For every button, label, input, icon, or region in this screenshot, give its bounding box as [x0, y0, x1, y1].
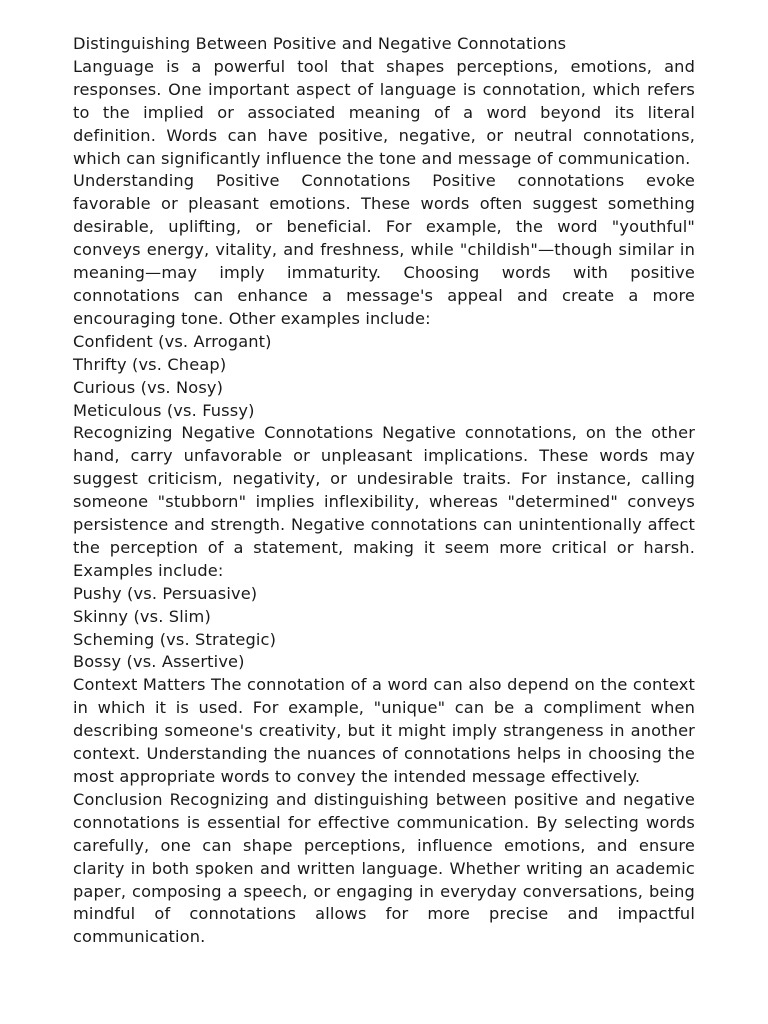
context-matters-paragraph: Context Matters The connotation of a word can also depend on the context in which it is used. For example, "unique" can be a compliment when describing someone's creativity, but it might imply strangeness in another context. Understanding the nuances of connotations helps in choosing the most appropriate words to convey the intended message effectively. [73, 675, 695, 786]
negative-example-item: Bossy (vs. Assertive) [73, 652, 245, 672]
positive-example-item: Meticulous (vs. Fussy) [73, 400, 255, 420]
negative-connotations-paragraph: Recognizing Negative Connotations Negative connotations, on the other hand, carry unfavorable or unpleasant implications. These words may suggest criticism, negativity, or undesirable traits. For instance, calling someone "stubborn" implies inflexibility, whereas "determined" conveys persistence and strength. Negative connotations can unintentionally affect the perception of a statement, making it seem more critical or harsh. Examples include: [73, 423, 695, 580]
positive-example-item: Confident (vs. Arrogant) [73, 331, 272, 351]
negative-example-item: Pushy (vs. Persuasive) [73, 583, 258, 603]
negative-example-item: Scheming (vs. Strategic) [73, 629, 277, 649]
document-body [73, 33, 695, 949]
conclusion-paragraph: Conclusion Recognizing and distinguishing between positive and negative connotations is essential for effective communication. By selecting words carefully, one can shape perceptions, influence emotions, and ensure clarity in both spoken and written language. Whether writing an academic paper, composing a speech, or engaging in everyday conversations, being mindful of connotations allows for more precise and impactful communication. [73, 789, 695, 947]
positive-connotations-paragraph: Understanding Positive Connotations Positive connotations evoke favorable or pleasant emotions. These words often suggest something desirable, uplifting, or beneficial. For example, the word "youthful" conveys energy, vitality, and freshness, while "childish"—though similar in meaning—may imply immaturity. Choosing words with positive connotations can enhance a message's appeal and create a more encouraging tone. Other examples include: [73, 171, 695, 328]
positive-example-item: Curious (vs. Nosy) [73, 377, 224, 397]
positive-example-item: Thrifty (vs. Cheap) [73, 354, 227, 374]
negative-example-item: Skinny (vs. Slim) [73, 606, 211, 626]
intro-paragraph: Language is a powerful tool that shapes perceptions, emotions, and responses. One important aspect of language is connotation, which refers to the implied or associated meaning of a word beyond its literal definition. Words can have positive, negative, or neutral connotations, which can significantly influence the tone and message of communication. [73, 56, 695, 168]
document-title: Distinguishing Between Positive and Negative Connotations [73, 34, 567, 53]
